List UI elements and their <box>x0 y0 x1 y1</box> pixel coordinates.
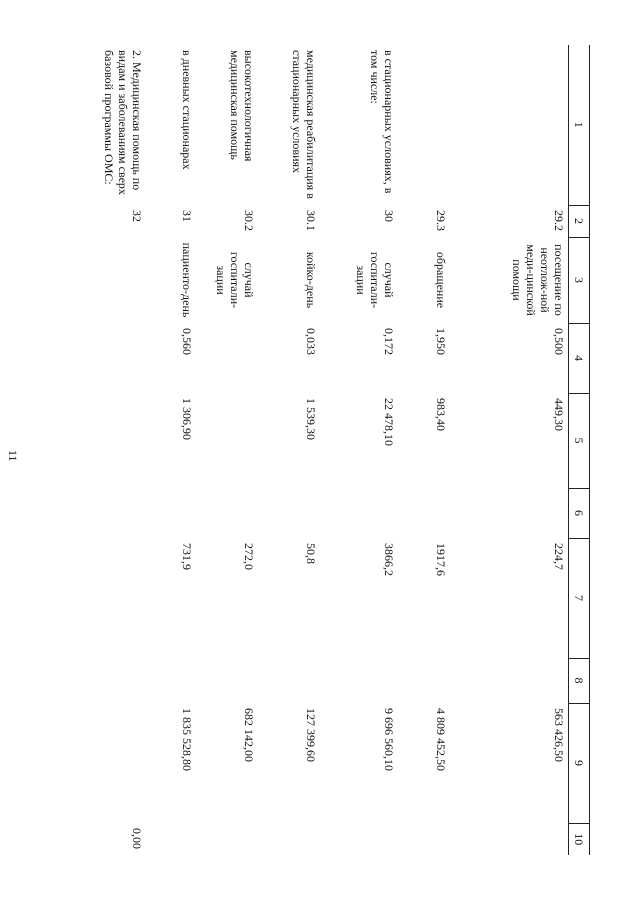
value-cell <box>147 488 197 538</box>
row-label: в стационарных условиях, в том числе: <box>368 50 397 194</box>
value-cell: 22 478,10 <box>382 398 397 446</box>
unit-cell: случай госпитали-зации <box>354 251 397 309</box>
value-cell: 563 426,50 <box>552 708 566 762</box>
value-cell <box>197 323 259 393</box>
value-cell <box>57 393 147 488</box>
column-header: 1 <box>569 45 590 205</box>
value-cell: 3866,2 <box>382 543 397 576</box>
value-cell: 1 539,30 <box>304 398 319 440</box>
header-row <box>569 45 590 855</box>
row-label <box>451 45 569 205</box>
row-label <box>399 45 451 205</box>
table-row <box>259 45 321 855</box>
page-number: 11 <box>6 450 20 462</box>
value-cell <box>57 658 147 703</box>
unit-cell: посещение по неотлож-ной меди-цинской помощи <box>510 244 566 316</box>
column-header: 3 <box>569 237 590 323</box>
value-cell: 449,30 <box>552 398 566 431</box>
value-cell: 682 142,00 <box>242 708 257 762</box>
column-header: 7 <box>569 538 590 658</box>
column-header: 10 <box>569 823 590 855</box>
value-cell <box>197 488 259 538</box>
value-cell <box>57 538 147 658</box>
value-cell <box>451 823 569 855</box>
row-code: 29.2 <box>552 210 566 231</box>
value-cell <box>147 658 197 703</box>
value-cell: 1 306,90 <box>180 398 195 440</box>
table-row <box>451 45 569 855</box>
value-cell <box>259 823 321 855</box>
unit-cell: обращение <box>434 251 449 309</box>
column-header: 4 <box>569 323 590 393</box>
table-row <box>57 45 147 855</box>
row-label: медицинская реабилитация в стационарных условиях <box>290 50 319 199</box>
row-code: 30.2 <box>242 210 257 231</box>
value-cell <box>57 323 147 393</box>
data-table <box>57 45 591 855</box>
value-cell: 127 399,60 <box>304 708 319 762</box>
row-code: 29.3 <box>434 210 449 231</box>
column-header: 5 <box>569 393 590 488</box>
column-header: 9 <box>569 703 590 823</box>
unit-cell: случай госпитали-зации <box>214 251 257 309</box>
unit-cell: койко-день <box>304 251 319 309</box>
value-cell <box>451 658 569 703</box>
value-cell <box>321 823 399 855</box>
row-code: 32 <box>130 210 145 222</box>
row-code: 30 <box>382 210 397 222</box>
table-row <box>147 45 197 855</box>
value-cell <box>399 823 451 855</box>
value-cell <box>451 488 569 538</box>
column-header: 8 <box>569 658 590 703</box>
value-cell: 1,950 <box>434 328 449 355</box>
value-cell <box>259 658 321 703</box>
unit-cell: пациенто-день <box>180 242 195 318</box>
value-cell: 9 696 560,10 <box>382 708 397 771</box>
value-cell: 0,033 <box>304 328 319 355</box>
value-cell: 0,560 <box>180 328 195 355</box>
value-cell: 50,8 <box>304 543 319 564</box>
value-cell: 4 809 452,50 <box>434 708 449 771</box>
value-cell: 0,00 <box>130 828 145 849</box>
value-cell: 983,40 <box>434 398 449 431</box>
column-header: 6 <box>569 488 590 538</box>
table-row <box>399 45 451 855</box>
row-label: 2. Медицинская помощь по видам и заболеваниям сверх базовой программы ОМС: <box>102 50 145 195</box>
value-cell: 0,172 <box>382 328 397 355</box>
value-cell <box>147 823 197 855</box>
table-row <box>197 45 259 855</box>
value-cell <box>57 488 147 538</box>
row-label: высокотехнологичная медицинская помощь <box>228 50 257 162</box>
value-cell <box>259 488 321 538</box>
value-cell <box>399 488 451 538</box>
column-header: 2 <box>569 205 590 237</box>
unit-cell <box>57 237 147 323</box>
value-cell: 0,500 <box>552 328 566 355</box>
value-cell <box>321 488 399 538</box>
value-cell <box>399 658 451 703</box>
value-cell <box>321 658 399 703</box>
row-code: 31 <box>180 210 195 222</box>
value-cell <box>197 658 259 703</box>
value-cell: 272,0 <box>242 543 257 570</box>
value-cell: 224,7 <box>552 543 566 570</box>
table-row <box>321 45 399 855</box>
value-cell: 731,9 <box>180 543 195 570</box>
value-cell: 1917,6 <box>434 543 449 576</box>
value-cell <box>57 703 147 823</box>
value-cell <box>197 393 259 488</box>
row-code: 30.1 <box>304 210 319 231</box>
value-cell: 1 835 528,80 <box>180 708 195 771</box>
value-cell <box>197 823 259 855</box>
row-label: в дневных стационарах <box>180 50 195 170</box>
